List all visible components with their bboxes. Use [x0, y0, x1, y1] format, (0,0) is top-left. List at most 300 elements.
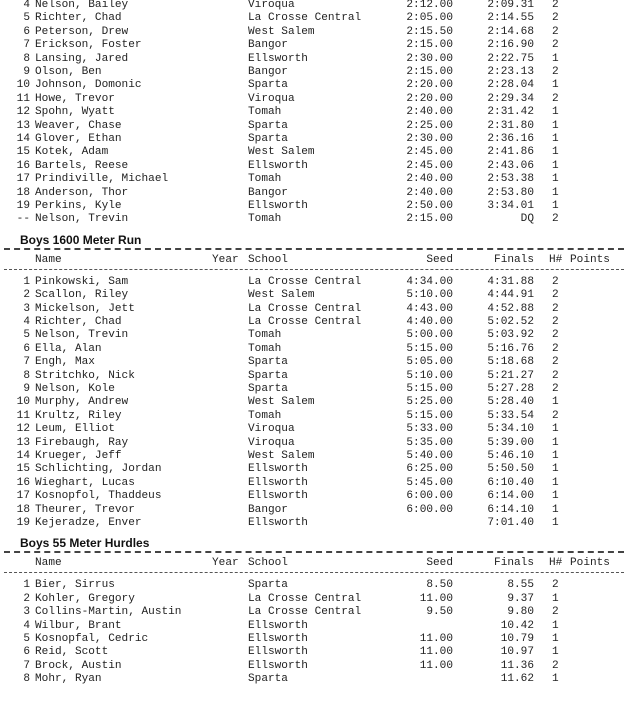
place: 12	[16, 106, 30, 119]
school-name: Sparta	[248, 673, 288, 686]
athlete-name: Leum, Elliot	[35, 423, 115, 436]
result-row	[0, 356, 627, 369]
place: 6	[23, 646, 30, 659]
heat-number: 2	[552, 316, 559, 328]
final-time: 10.79	[500, 633, 534, 645]
seed-time: 2:50.00	[406, 200, 453, 212]
school-name: Sparta	[248, 356, 288, 369]
result-row	[0, 200, 627, 213]
place: 4	[23, 0, 30, 11]
place: 19	[16, 517, 30, 529]
school-name: West Salem	[248, 289, 315, 302]
final-time: 2:31.42	[487, 106, 534, 119]
final-time: 2:09.31	[487, 0, 534, 11]
final-time: 2:28.04	[487, 79, 534, 92]
final-time: 5:50.50	[487, 463, 534, 476]
result-row	[0, 133, 627, 146]
athlete-name: Kohler, Gregory	[35, 592, 135, 605]
place: 1	[23, 275, 30, 288]
athlete-name: Weaver, Chase	[35, 119, 122, 132]
place: 6	[23, 25, 30, 38]
seed-time: 11.00	[419, 592, 453, 605]
result-row	[0, 12, 627, 25]
final-time: 5:39.00	[487, 436, 534, 449]
result-row	[0, 477, 627, 490]
school-name: Sparta	[248, 79, 288, 92]
seed-time: 5:15.00	[406, 409, 453, 422]
final-time: 9.80	[507, 606, 534, 619]
seed-time: 2:15.00	[406, 66, 453, 78]
heat-number: 1	[552, 436, 559, 449]
place: 11	[16, 92, 30, 105]
heat-number: 1	[552, 173, 559, 186]
result-row	[0, 106, 627, 119]
seed-time: 5:15.00	[406, 383, 453, 395]
final-time: 5:16.76	[487, 342, 534, 355]
heat-number: 2	[552, 329, 559, 342]
result-row	[0, 620, 627, 633]
final-time: 9.37	[507, 592, 534, 605]
col-finals: Finals	[494, 253, 534, 266]
result-row	[0, 593, 627, 606]
heat-number: 1	[552, 119, 559, 132]
heat-number: 2	[552, 25, 559, 38]
final-time: 2:41.86	[487, 146, 534, 159]
athlete-name: Nelson, Bailey	[35, 0, 129, 11]
result-row	[0, 606, 627, 619]
seed-time: 2:30.00	[406, 133, 453, 145]
school-name: Ellsworth	[248, 463, 308, 476]
place: 15	[16, 463, 30, 476]
final-time: 6:10.40	[487, 476, 534, 489]
place: 5	[23, 633, 30, 645]
heat-number: 1	[552, 423, 559, 436]
athlete-name: Johnson, Domonic	[35, 79, 142, 92]
place: 19	[16, 200, 30, 212]
heat-number: 1	[552, 396, 559, 409]
heat-number: 2	[552, 66, 559, 78]
seed-time: 6:00.00	[406, 503, 453, 516]
seed-time: 6:25.00	[406, 463, 453, 476]
final-time: 2:53.38	[487, 173, 534, 186]
final-time: 2:14.68	[487, 25, 534, 38]
seed-time: 11.00	[419, 646, 453, 659]
school-name: Ellsworth	[248, 646, 308, 659]
final-time: 2:31.80	[487, 119, 534, 132]
result-row	[0, 410, 627, 423]
final-time: 10.42	[500, 619, 534, 632]
result-row	[0, 463, 627, 476]
place: 10	[16, 79, 30, 92]
school-name: La Crosse Central	[248, 12, 362, 25]
final-time: 6:14.10	[487, 503, 534, 516]
school-name: West Salem	[248, 396, 315, 409]
athlete-name: Kosnopfol, Thaddeus	[35, 490, 162, 503]
athlete-name: Theurer, Trevor	[35, 503, 135, 516]
seed-time: 4:43.00	[406, 302, 453, 315]
heat-number: 1	[552, 646, 559, 659]
result-row	[0, 437, 627, 450]
seed-time: 2:45.00	[406, 146, 453, 159]
place: 9	[23, 66, 30, 78]
final-time: 8.55	[507, 579, 534, 592]
result-row	[0, 660, 627, 673]
heat-number: 1	[552, 52, 559, 65]
final-time: 2:29.34	[487, 92, 534, 105]
athlete-name: Scallon, Riley	[35, 289, 129, 302]
result-row	[0, 633, 627, 646]
heat-number: 2	[552, 606, 559, 619]
school-name: Ellsworth	[248, 490, 308, 503]
place: 12	[16, 423, 30, 436]
seed-time: 5:05.00	[406, 356, 453, 369]
result-row	[0, 579, 627, 592]
heat-number: 1	[552, 517, 559, 529]
athlete-name: Schlichting, Jordan	[35, 463, 162, 476]
heat-number: 2	[552, 0, 559, 11]
seed-time: 11.00	[419, 633, 453, 645]
final-time: 7:01.40	[487, 517, 534, 529]
place: 13	[16, 436, 30, 449]
final-time: 6:14.00	[487, 490, 534, 503]
col-name: Name	[35, 557, 62, 570]
place: 2	[23, 289, 30, 302]
result-row	[0, 26, 627, 39]
result-row	[0, 120, 627, 133]
result-row	[0, 504, 627, 517]
school-name: Bangor	[248, 186, 288, 199]
final-time: 5:18.68	[487, 356, 534, 369]
school-name: Ellsworth	[248, 159, 308, 172]
col-points: Points	[570, 557, 610, 570]
seed-time: 2:25.00	[406, 119, 453, 132]
athlete-name: Bartels, Reese	[35, 159, 129, 172]
heat-number: 2	[552, 275, 559, 288]
place: 7	[23, 356, 30, 369]
result-row	[0, 517, 627, 530]
heat-number: 2	[552, 356, 559, 369]
result-row	[0, 673, 627, 686]
column-header-row	[0, 254, 627, 267]
school-name: La Crosse Central	[248, 302, 362, 315]
final-time: 2:14.55	[487, 12, 534, 25]
athlete-name: Richter, Chad	[35, 316, 122, 328]
result-row	[0, 383, 627, 396]
heat-number: 1	[552, 633, 559, 645]
place: 7	[23, 39, 30, 52]
school-name: Ellsworth	[248, 619, 308, 632]
athlete-name: Murphy, Andrew	[35, 396, 129, 409]
result-row	[0, 93, 627, 106]
result-row	[0, 370, 627, 383]
final-time: 2:36.16	[487, 133, 534, 145]
heat-number: 1	[552, 200, 559, 212]
school-name: Ellsworth	[248, 52, 308, 65]
result-row	[0, 276, 627, 289]
school-name: Sparta	[248, 133, 288, 145]
place: 15	[16, 146, 30, 159]
seed-time: 9.50	[426, 606, 453, 619]
school-name: Ellsworth	[248, 659, 308, 672]
col-finals: Finals	[494, 557, 534, 570]
athlete-name: Ella, Alan	[35, 342, 102, 355]
school-name: Sparta	[248, 579, 288, 592]
school-name: Viroqua	[248, 436, 295, 449]
place: 10	[16, 396, 30, 409]
place: 8	[23, 52, 30, 65]
school-name: West Salem	[248, 25, 315, 38]
result-row	[0, 396, 627, 409]
heat-number: 1	[552, 592, 559, 605]
school-name: West Salem	[248, 146, 315, 159]
heat-number: 2	[552, 659, 559, 672]
athlete-name: Engh, Max	[35, 356, 95, 369]
athlete-name: Reid, Scott	[35, 646, 109, 659]
place: 16	[16, 159, 30, 172]
school-name: La Crosse Central	[248, 275, 362, 288]
col-heat: H#	[549, 253, 563, 266]
result-row	[0, 53, 627, 66]
seed-time: 6:00.00	[406, 490, 453, 503]
heat-number: 2	[552, 369, 559, 382]
column-header-row	[0, 557, 627, 570]
school-name: Tomah	[248, 173, 282, 186]
seed-time: 5:15.00	[406, 342, 453, 355]
athlete-name: Spohn, Wyatt	[35, 106, 115, 119]
athlete-name: Bier, Sirrus	[35, 579, 115, 592]
athlete-name: Peterson, Drew	[35, 25, 129, 38]
result-row	[0, 303, 627, 316]
school-name: Ellsworth	[248, 200, 308, 212]
heat-number: 1	[552, 463, 559, 476]
double-divider	[4, 248, 624, 250]
athlete-name: Nelson, Kole	[35, 383, 115, 395]
school-name: La Crosse Central	[248, 316, 362, 328]
final-time: 5:28.40	[487, 396, 534, 409]
seed-time: 2:15.00	[406, 39, 453, 52]
final-time: 10.97	[500, 646, 534, 659]
seed-time: 5:25.00	[406, 396, 453, 409]
athlete-name: Krultz, Riley	[35, 409, 122, 422]
final-time: 5:33.54	[487, 409, 534, 422]
place: 16	[16, 476, 30, 489]
result-row	[0, 0, 627, 12]
result-row	[0, 173, 627, 186]
seed-time: 5:10.00	[406, 369, 453, 382]
place: 14	[16, 450, 30, 462]
heat-number: 1	[552, 619, 559, 632]
seed-time: 2:15.00	[406, 213, 453, 226]
heat-number: 2	[552, 12, 559, 25]
athlete-name: Collins-Martin, Austin	[35, 606, 182, 619]
result-row	[0, 423, 627, 436]
seed-time: 2:15.50	[406, 25, 453, 38]
result-row	[0, 146, 627, 159]
place: 8	[23, 673, 30, 686]
heat-number: 1	[552, 673, 559, 686]
section-title: Boys 1600 Meter Run	[20, 232, 142, 247]
heat-number: 1	[552, 133, 559, 145]
final-time: 11.36	[500, 659, 534, 672]
final-time: 5:21.27	[487, 369, 534, 382]
final-time: 5:34.10	[487, 423, 534, 436]
athlete-name: Prindiville, Michael	[35, 173, 169, 186]
single-divider	[4, 269, 624, 270]
athlete-name: Kotek, Adam	[35, 146, 109, 159]
athlete-name: Lansing, Jared	[35, 52, 129, 65]
school-name: Ellsworth	[248, 517, 308, 529]
final-time: 5:27.28	[487, 383, 534, 395]
heat-number: 1	[552, 490, 559, 503]
school-name: Tomah	[248, 213, 282, 226]
final-time: 4:44.91	[487, 289, 534, 302]
school-name: La Crosse Central	[248, 606, 362, 619]
col-seed: Seed	[426, 253, 453, 266]
place: 3	[23, 302, 30, 315]
school-name: Tomah	[248, 409, 282, 422]
place: 18	[16, 186, 30, 199]
school-name: Bangor	[248, 503, 288, 516]
col-school: School	[248, 557, 288, 570]
seed-time: 5:40.00	[406, 450, 453, 462]
heat-number: 2	[552, 409, 559, 422]
place: 2	[23, 592, 30, 605]
school-name: Viroqua	[248, 423, 295, 436]
col-year: Year	[212, 557, 239, 570]
school-name: Viroqua	[248, 0, 295, 11]
school-name: Ellsworth	[248, 476, 308, 489]
final-time: 5:03.92	[487, 329, 534, 342]
final-time: 4:52.88	[487, 302, 534, 315]
final-time: 2:22.75	[487, 52, 534, 65]
school-name: Ellsworth	[248, 633, 308, 645]
school-name: Tomah	[248, 342, 282, 355]
result-row	[0, 213, 627, 226]
athlete-name: Perkins, Kyle	[35, 200, 122, 212]
seed-time: 5:33.00	[406, 423, 453, 436]
col-points: Points	[570, 253, 610, 266]
athlete-name: Krueger, Jeff	[35, 450, 122, 462]
heat-number: 1	[552, 79, 559, 92]
athlete-name: Wilbur, Brant	[35, 619, 122, 632]
heat-number: 2	[552, 92, 559, 105]
seed-time: 2:05.00	[406, 12, 453, 25]
col-heat: H#	[549, 557, 563, 570]
final-time: 5:02.52	[487, 316, 534, 328]
final-time: 11.62	[500, 673, 534, 686]
final-time: DQ	[520, 213, 534, 226]
section-title: Boys 55 Meter Hurdles	[20, 536, 150, 551]
seed-time: 5:45.00	[406, 476, 453, 489]
place: --	[16, 213, 30, 226]
place: 11	[16, 409, 30, 422]
place: 4	[23, 619, 30, 632]
athlete-name: Richter, Chad	[35, 12, 122, 25]
seed-time: 8.50	[426, 579, 453, 592]
seed-time: 5:00.00	[406, 329, 453, 342]
athlete-name: Nelson, Trevin	[35, 213, 129, 226]
final-time: 3:34.01	[487, 200, 534, 212]
result-row	[0, 329, 627, 342]
seed-time: 5:10.00	[406, 289, 453, 302]
col-name: Name	[35, 253, 62, 266]
athlete-name: Brock, Austin	[35, 659, 122, 672]
school-name: Sparta	[248, 119, 288, 132]
final-time: 2:43.06	[487, 159, 534, 172]
seed-time: 2:40.00	[406, 186, 453, 199]
place: 14	[16, 133, 30, 145]
heat-number: 2	[552, 289, 559, 302]
place: 1	[23, 579, 30, 592]
place: 6	[23, 342, 30, 355]
seed-time: 2:20.00	[406, 92, 453, 105]
col-school: School	[248, 253, 288, 266]
athlete-name: Kejeradze, Enver	[35, 517, 142, 529]
athlete-name: Pinkowski, Sam	[35, 275, 129, 288]
double-divider	[4, 551, 624, 553]
col-year: Year	[212, 253, 239, 266]
school-name: Bangor	[248, 39, 288, 52]
place: 17	[16, 173, 30, 186]
final-time: 5:46.10	[487, 450, 534, 462]
final-time: 4:31.88	[487, 275, 534, 288]
heat-number: 2	[552, 383, 559, 395]
result-row	[0, 79, 627, 92]
heat-number: 2	[552, 213, 559, 226]
seed-time: 5:35.00	[406, 436, 453, 449]
athlete-name: Mickelson, Jett	[35, 302, 135, 315]
heat-number: 2	[552, 39, 559, 52]
athlete-name: Mohr, Ryan	[35, 673, 102, 686]
single-divider	[4, 572, 624, 573]
place: 18	[16, 503, 30, 516]
school-name: West Salem	[248, 450, 315, 462]
heat-number: 1	[552, 186, 559, 199]
heat-number: 1	[552, 503, 559, 516]
heat-number: 1	[552, 106, 559, 119]
school-name: Tomah	[248, 329, 282, 342]
result-row	[0, 316, 627, 329]
place: 5	[23, 12, 30, 25]
athlete-name: Stritchko, Nick	[35, 369, 135, 382]
school-name: Tomah	[248, 106, 282, 119]
heat-number: 2	[552, 342, 559, 355]
result-row	[0, 39, 627, 52]
school-name: Sparta	[248, 369, 288, 382]
result-row	[0, 66, 627, 79]
school-name: Bangor	[248, 66, 288, 78]
heat-number: 1	[552, 450, 559, 462]
result-row	[0, 646, 627, 659]
seed-time: 4:40.00	[406, 316, 453, 328]
place: 7	[23, 659, 30, 672]
seed-time: 2:12.00	[406, 0, 453, 11]
place: 9	[23, 383, 30, 395]
athlete-name: Anderson, Thor	[35, 186, 129, 199]
place: 5	[23, 329, 30, 342]
seed-time: 11.00	[419, 659, 453, 672]
place: 3	[23, 606, 30, 619]
athlete-name: Olson, Ben	[35, 66, 102, 78]
athlete-name: Glover, Ethan	[35, 133, 122, 145]
result-row	[0, 187, 627, 200]
seed-time: 2:20.00	[406, 79, 453, 92]
athlete-name: Howe, Trevor	[35, 92, 115, 105]
seed-time: 4:34.00	[406, 275, 453, 288]
place: 8	[23, 369, 30, 382]
result-row	[0, 490, 627, 503]
place: 17	[16, 490, 30, 503]
